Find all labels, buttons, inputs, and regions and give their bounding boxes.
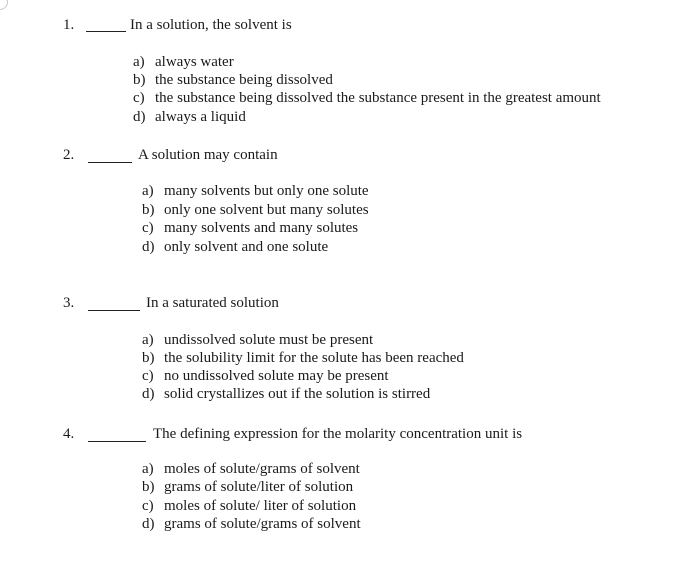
option-text: solid crystallizes out if the solution is stirred	[164, 386, 431, 402]
question-3-answer-blank[interactable]	[88, 310, 140, 311]
option-letter: b)	[142, 350, 155, 366]
question-3-option-b	[142, 349, 464, 367]
option-text: grams of solute/grams of solvent	[164, 516, 361, 532]
question-3-stem: In a saturated solution	[146, 295, 279, 311]
question-4-option-b	[142, 478, 353, 496]
option-letter: d)	[142, 516, 155, 532]
option-text: undissolved solute must be present	[164, 332, 374, 348]
option-text: grams of solute/liter of solution	[164, 479, 354, 495]
option-letter: a)	[142, 461, 154, 477]
option-letter: d)	[142, 386, 155, 402]
option-text: many solvents but only one solute	[164, 183, 369, 199]
option-text: only one solvent but many solutes	[164, 202, 369, 218]
option-text: the solubility limit for the solute has been reached	[164, 350, 464, 366]
option-letter: b)	[133, 72, 146, 88]
option-text: only solvent and one solute	[164, 239, 329, 255]
option-text: no undissolved solute may be present	[164, 368, 389, 384]
option-letter: d)	[133, 109, 146, 125]
question-2-option-c	[142, 219, 358, 237]
question-1-option-c	[133, 89, 601, 107]
question-3-option-d	[142, 385, 430, 403]
question-2-option-a	[142, 182, 369, 200]
question-2-number: 2.	[63, 147, 75, 163]
question-2-option-b	[142, 201, 369, 219]
option-text: always a liquid	[155, 109, 246, 125]
question-4-number: 4.	[63, 426, 75, 442]
question-3-number: 3.	[63, 295, 75, 311]
question-2-stem: A solution may contain	[138, 147, 278, 163]
question-1-number: 1.	[63, 17, 75, 33]
question-2-option-d	[142, 238, 328, 256]
option-letter: a)	[142, 332, 154, 348]
option-letter: c)	[142, 368, 154, 384]
option-letter: c)	[142, 220, 154, 236]
option-text: many solvents and many solutes	[164, 220, 359, 236]
question-4-answer-blank[interactable]	[88, 441, 146, 442]
option-letter: c)	[133, 90, 145, 106]
question-4-option-d	[142, 515, 361, 533]
question-1-option-a	[133, 53, 234, 71]
option-letter: d)	[142, 239, 155, 255]
question-4-option-c	[142, 497, 356, 515]
question-1-option-b	[133, 71, 333, 89]
question-1-stem: In a solution, the solvent is	[130, 17, 292, 33]
option-text: the substance being dissolved	[155, 72, 333, 88]
question-1-option-d	[133, 108, 246, 126]
option-letter: a)	[142, 183, 154, 199]
option-letter: b)	[142, 479, 155, 495]
question-2-answer-blank[interactable]	[88, 162, 132, 163]
question-4-option-a	[142, 460, 360, 478]
question-4-stem: The defining expression for the molarity concentration unit is	[153, 426, 523, 442]
option-text: always water	[155, 54, 234, 70]
option-letter: c)	[142, 498, 154, 514]
option-letter: a)	[133, 54, 145, 70]
option-text: the substance being dissolved the substance present in the greatest amount	[155, 90, 601, 106]
question-3-option-c	[142, 367, 389, 385]
option-text: moles of solute/grams of solvent	[164, 461, 360, 477]
question-1-answer-blank[interactable]	[86, 31, 126, 32]
question-3-option-a	[142, 331, 373, 349]
option-letter: b)	[142, 202, 155, 218]
option-text: moles of solute/ liter of solution	[164, 498, 357, 514]
corner-mark	[0, 0, 8, 10]
